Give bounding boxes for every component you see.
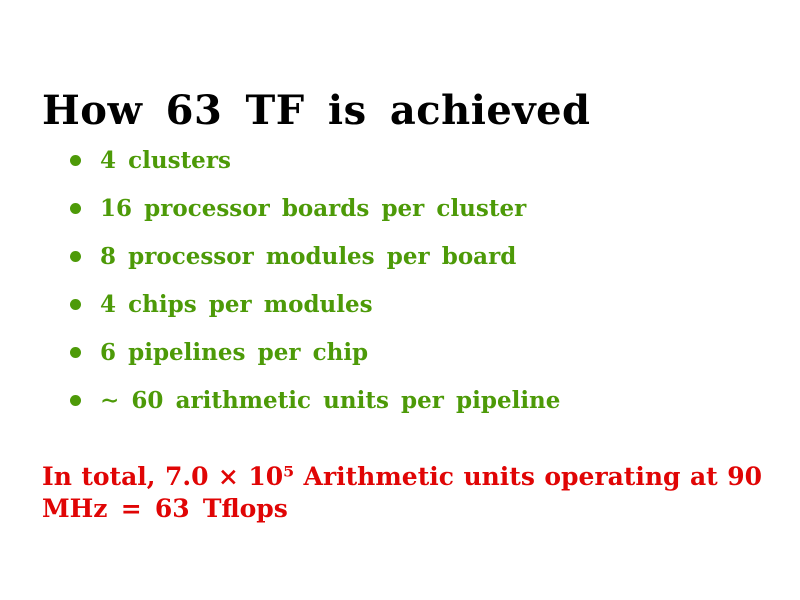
list-item (70, 243, 560, 270)
bullet-icon (70, 155, 81, 166)
list-item (70, 195, 560, 222)
bullet-text: 4 chips per modules (100, 291, 373, 318)
list-item (70, 339, 560, 366)
bullet-text: 16 processor boards per cluster (100, 195, 527, 222)
list-item (70, 387, 560, 414)
list-item (70, 147, 560, 174)
slide-title: How 63 TF is achieved (42, 86, 591, 134)
bullet-icon (70, 203, 81, 214)
bullet-text: ∼ 60 arithmetic units per pipeline (100, 387, 561, 414)
bullet-icon (70, 299, 81, 310)
bullet-icon (70, 251, 81, 262)
bullet-icon (70, 395, 81, 406)
summary-line-1: In total, 7.0 × 10⁵ Arithmetic units operating at 90 (42, 462, 762, 491)
list-item (70, 291, 560, 318)
bullet-text: 6 pipelines per chip (100, 339, 369, 366)
bullet-text: 8 processor modules per board (100, 243, 517, 270)
summary-paragraph (42, 461, 762, 525)
summary-line-2: MHz = 63 Tflops (42, 494, 288, 523)
bullet-text: 4 clusters (100, 147, 231, 174)
bullet-icon (70, 347, 81, 358)
bullet-list (70, 147, 560, 435)
